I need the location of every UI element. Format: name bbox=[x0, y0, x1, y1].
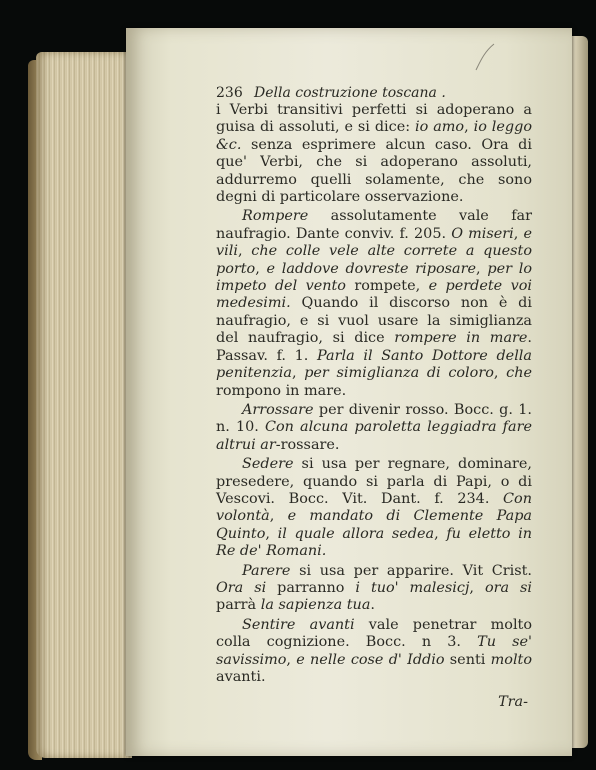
italic-text: Con volontà bbox=[216, 490, 532, 525]
page-header bbox=[216, 84, 532, 102]
italic-text: Parla il Santo Dottore della penitenzia bbox=[216, 347, 532, 382]
italic-text: Sedere bbox=[242, 456, 294, 473]
italic-text: e nelle cose d' Iddio bbox=[296, 651, 445, 668]
text-run: i Verbi transitivi perfetti si adoperano a guisa di assoluti, e si dice: bbox=[216, 102, 532, 136]
paragraph bbox=[216, 102, 532, 206]
italic-text: e laddove dovreste riposare bbox=[266, 260, 477, 277]
text-run: assolutamente vale far naufragio. Dante conviv. f. 205. bbox=[216, 208, 532, 242]
italic-text: Arrossare bbox=[242, 401, 314, 418]
text-run: avanti. bbox=[216, 669, 266, 685]
italic-text: ora si bbox=[484, 579, 532, 596]
text-run: , bbox=[493, 365, 507, 382]
text-run: parranno bbox=[266, 579, 356, 596]
text-run: , bbox=[291, 365, 305, 382]
italic-text: e mandato di Clemente Papa Quinto bbox=[216, 508, 532, 542]
text-run: , bbox=[265, 525, 278, 542]
text-run: senza esprimere alcun caso. Ora di que' Verbi, che si adoperano assoluti, addurremo quelli solamente, che sono degni di particolare osservazione. bbox=[216, 136, 532, 206]
italic-text: molto bbox=[490, 651, 532, 668]
text-run: parrà bbox=[216, 597, 261, 614]
paragraph bbox=[216, 563, 532, 615]
italic-text: Sentire avanti bbox=[242, 616, 355, 633]
text-run: , bbox=[286, 651, 297, 668]
italic-text: io leggo &c. bbox=[216, 119, 532, 153]
italic-text: Rompere bbox=[242, 208, 309, 225]
text-run: , bbox=[464, 119, 474, 136]
text-run: vale penetrar molto colla cognizione. Bocc. n 3. bbox=[216, 616, 532, 651]
text-run: senti bbox=[444, 651, 491, 668]
text-run: , bbox=[237, 243, 252, 260]
italic-text: che bbox=[506, 365, 532, 382]
pencil-mark bbox=[472, 42, 498, 72]
italic-text: e vili bbox=[216, 225, 532, 260]
italic-text: io amo bbox=[415, 119, 465, 136]
italic-text: Con alcuna paroletta leggiadra fare altrui ar- bbox=[216, 419, 532, 453]
italic-text: Parere bbox=[242, 562, 291, 579]
paragraph bbox=[216, 402, 532, 454]
italic-text: O miseri bbox=[451, 225, 514, 242]
page-text-block bbox=[216, 84, 532, 712]
catchword: Tra- bbox=[498, 694, 528, 711]
text-run: rossare. bbox=[280, 436, 340, 453]
text-run: rompono in mare. bbox=[216, 382, 347, 399]
text-run: . bbox=[370, 597, 375, 614]
text-run: , bbox=[255, 260, 267, 277]
paragraph bbox=[216, 208, 532, 399]
text-run: , bbox=[469, 579, 485, 596]
italic-text: la sapienza tua bbox=[260, 597, 371, 614]
text-run: . Passav. f. 1. bbox=[216, 330, 532, 364]
text-run: rompete, bbox=[345, 278, 429, 295]
text-run: , bbox=[434, 525, 447, 542]
paragraph bbox=[216, 456, 532, 560]
page-body bbox=[216, 102, 532, 686]
italic-text: Ora si bbox=[216, 579, 267, 596]
italic-text: e perdete voi medesimi. bbox=[216, 278, 532, 312]
text-run: si usa per regnare, dominare, presedere, quando si parla di Papi, o di Vescovi. Bocc. Vit. Dant. f. 234. bbox=[216, 456, 532, 507]
italic-text: i tuo' malesicj bbox=[355, 579, 470, 596]
italic-text: rompere in mare bbox=[394, 330, 528, 347]
paragraph bbox=[216, 617, 532, 687]
text-run: , bbox=[513, 225, 524, 242]
text-run: , bbox=[269, 508, 288, 525]
text-run: , bbox=[476, 260, 488, 277]
text-run: Quando il discorso non è di naufragio, e si vuol usare la simiglianza del naufragio, si dice bbox=[216, 295, 532, 347]
text-run: per divenir rosso. Bocc. g. 1. n. 10. bbox=[216, 401, 532, 436]
italic-text: per lo impeto del vento bbox=[216, 260, 532, 295]
italic-text: che colle vele alte correte a questo porto bbox=[216, 243, 532, 277]
text-run: si usa per apparire. Vit Crist. bbox=[290, 562, 532, 579]
italic-text: fu eletto in Re de' Romani. bbox=[216, 525, 532, 560]
italic-text: per simiglianza di coloro bbox=[304, 365, 494, 382]
italic-text: il quale allora sedea bbox=[277, 525, 435, 542]
italic-text: Tu se' savissimo bbox=[216, 634, 532, 668]
running-head: Della costruzione toscana . bbox=[254, 85, 446, 101]
page-number: 236 bbox=[216, 85, 243, 101]
page-block-fore-edge bbox=[36, 52, 132, 758]
